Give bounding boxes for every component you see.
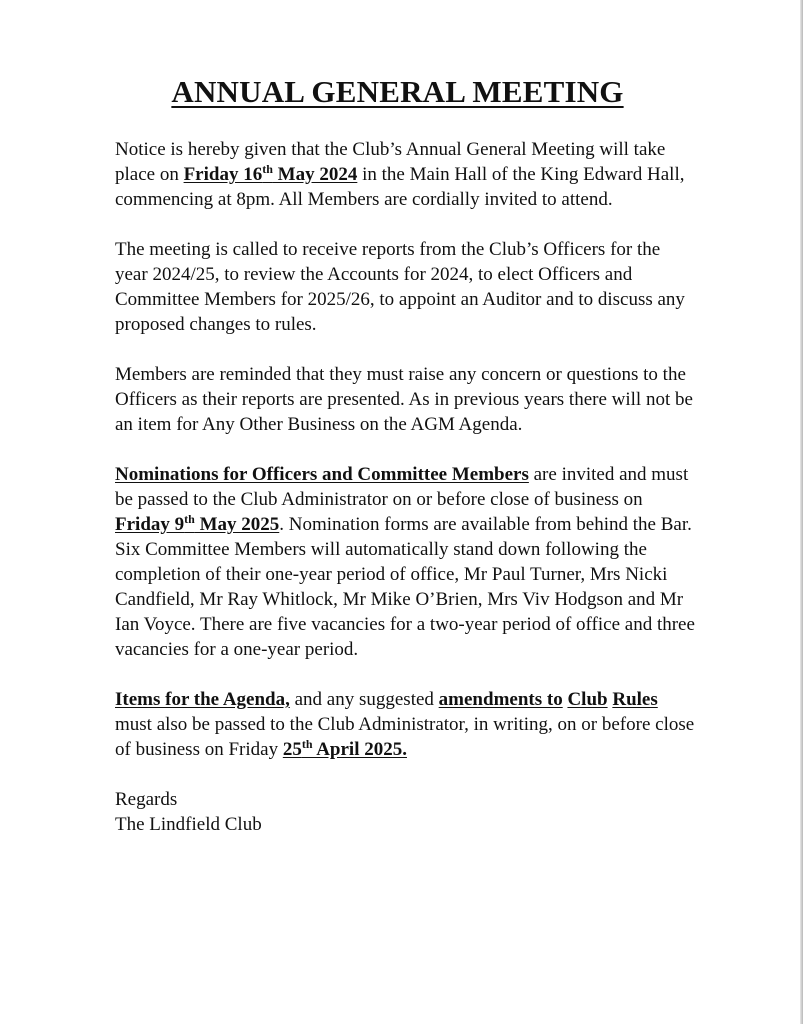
agenda-date-day: 25 [282,739,302,760]
nominations-deadline [115,514,279,535]
amendments-label: amendments to [438,689,563,710]
meeting-date-suffix: th [262,162,273,176]
club-label: Club [567,689,608,710]
meeting-date-day: Friday 16 [183,164,263,185]
meeting-date [184,164,358,185]
notice-body [115,137,695,837]
nominations-paragraph [115,462,695,537]
nominations-date-day: Friday 9 [115,514,185,535]
signature-line: The Lindfield Club [115,814,262,835]
agenda-date-month: April 2025. [312,739,407,760]
meeting-date-month: May 2024 [272,164,358,185]
nominations-text-start: are invited and must be passed to the Club Administrator on or before close of business on [115,464,689,510]
agenda-date-suffix: th [301,737,313,751]
meeting-text-end: in the Main Hall of the King Edward Hall, commencing at 8pm. All Members are cordially invited to attend. [115,164,685,210]
nominations-text-end: . Nomination forms are available from behind the Bar. [279,514,692,535]
meeting-paragraph [115,137,695,212]
regards-line: Regards [115,789,178,810]
reminder-paragraph: Members are reminded that they must raise any concern or questions to the Officers as their reports are presented. As in previous years there will not be an item for Any Other Business on the AGM Agenda. [115,364,693,435]
agenda-heading: Items for the Agenda, [115,689,290,710]
nominations-heading: Nominations for Officers and Committee Members [115,464,529,485]
agenda-deadline [283,739,407,760]
purpose-paragraph: The meeting is called to receive reports from the Club’s Officers for the year 2024/25, to review the Accounts for 2024, to elect Officers and Committee Members for 2025/26, to appoint an Auditor and to discuss any proposed changes to rules. [115,239,685,335]
rules-label: Rules [612,689,658,710]
meeting-text-start: Notice is hereby given that the Club’s Annual General Meeting will take place on [115,139,666,185]
agenda-text-start: and any suggested [289,689,439,710]
standing-down-paragraph: Six Committee Members will automatically stand down following the completion of their one-year period of office, Mr Paul Turner, Mrs Nicki Candfield, Mr Ray Whitlock, Mr Mike O’Brien, Mrs Viv Hodgson and Mr Ian Voyce. There are five vacancies for a two-year period of office and three vacancies for a one-year period. [115,539,695,660]
agenda-paragraph [115,687,695,762]
notice-title: ANNUAL GENERAL MEETING [171,74,624,109]
agenda-text-end: must also be passed to the Club Administrator, in writing, on or before close of business on Friday [115,714,695,760]
nominations-date-month: May 2025 [194,514,280,535]
nominations-date-suffix: th [184,512,195,526]
